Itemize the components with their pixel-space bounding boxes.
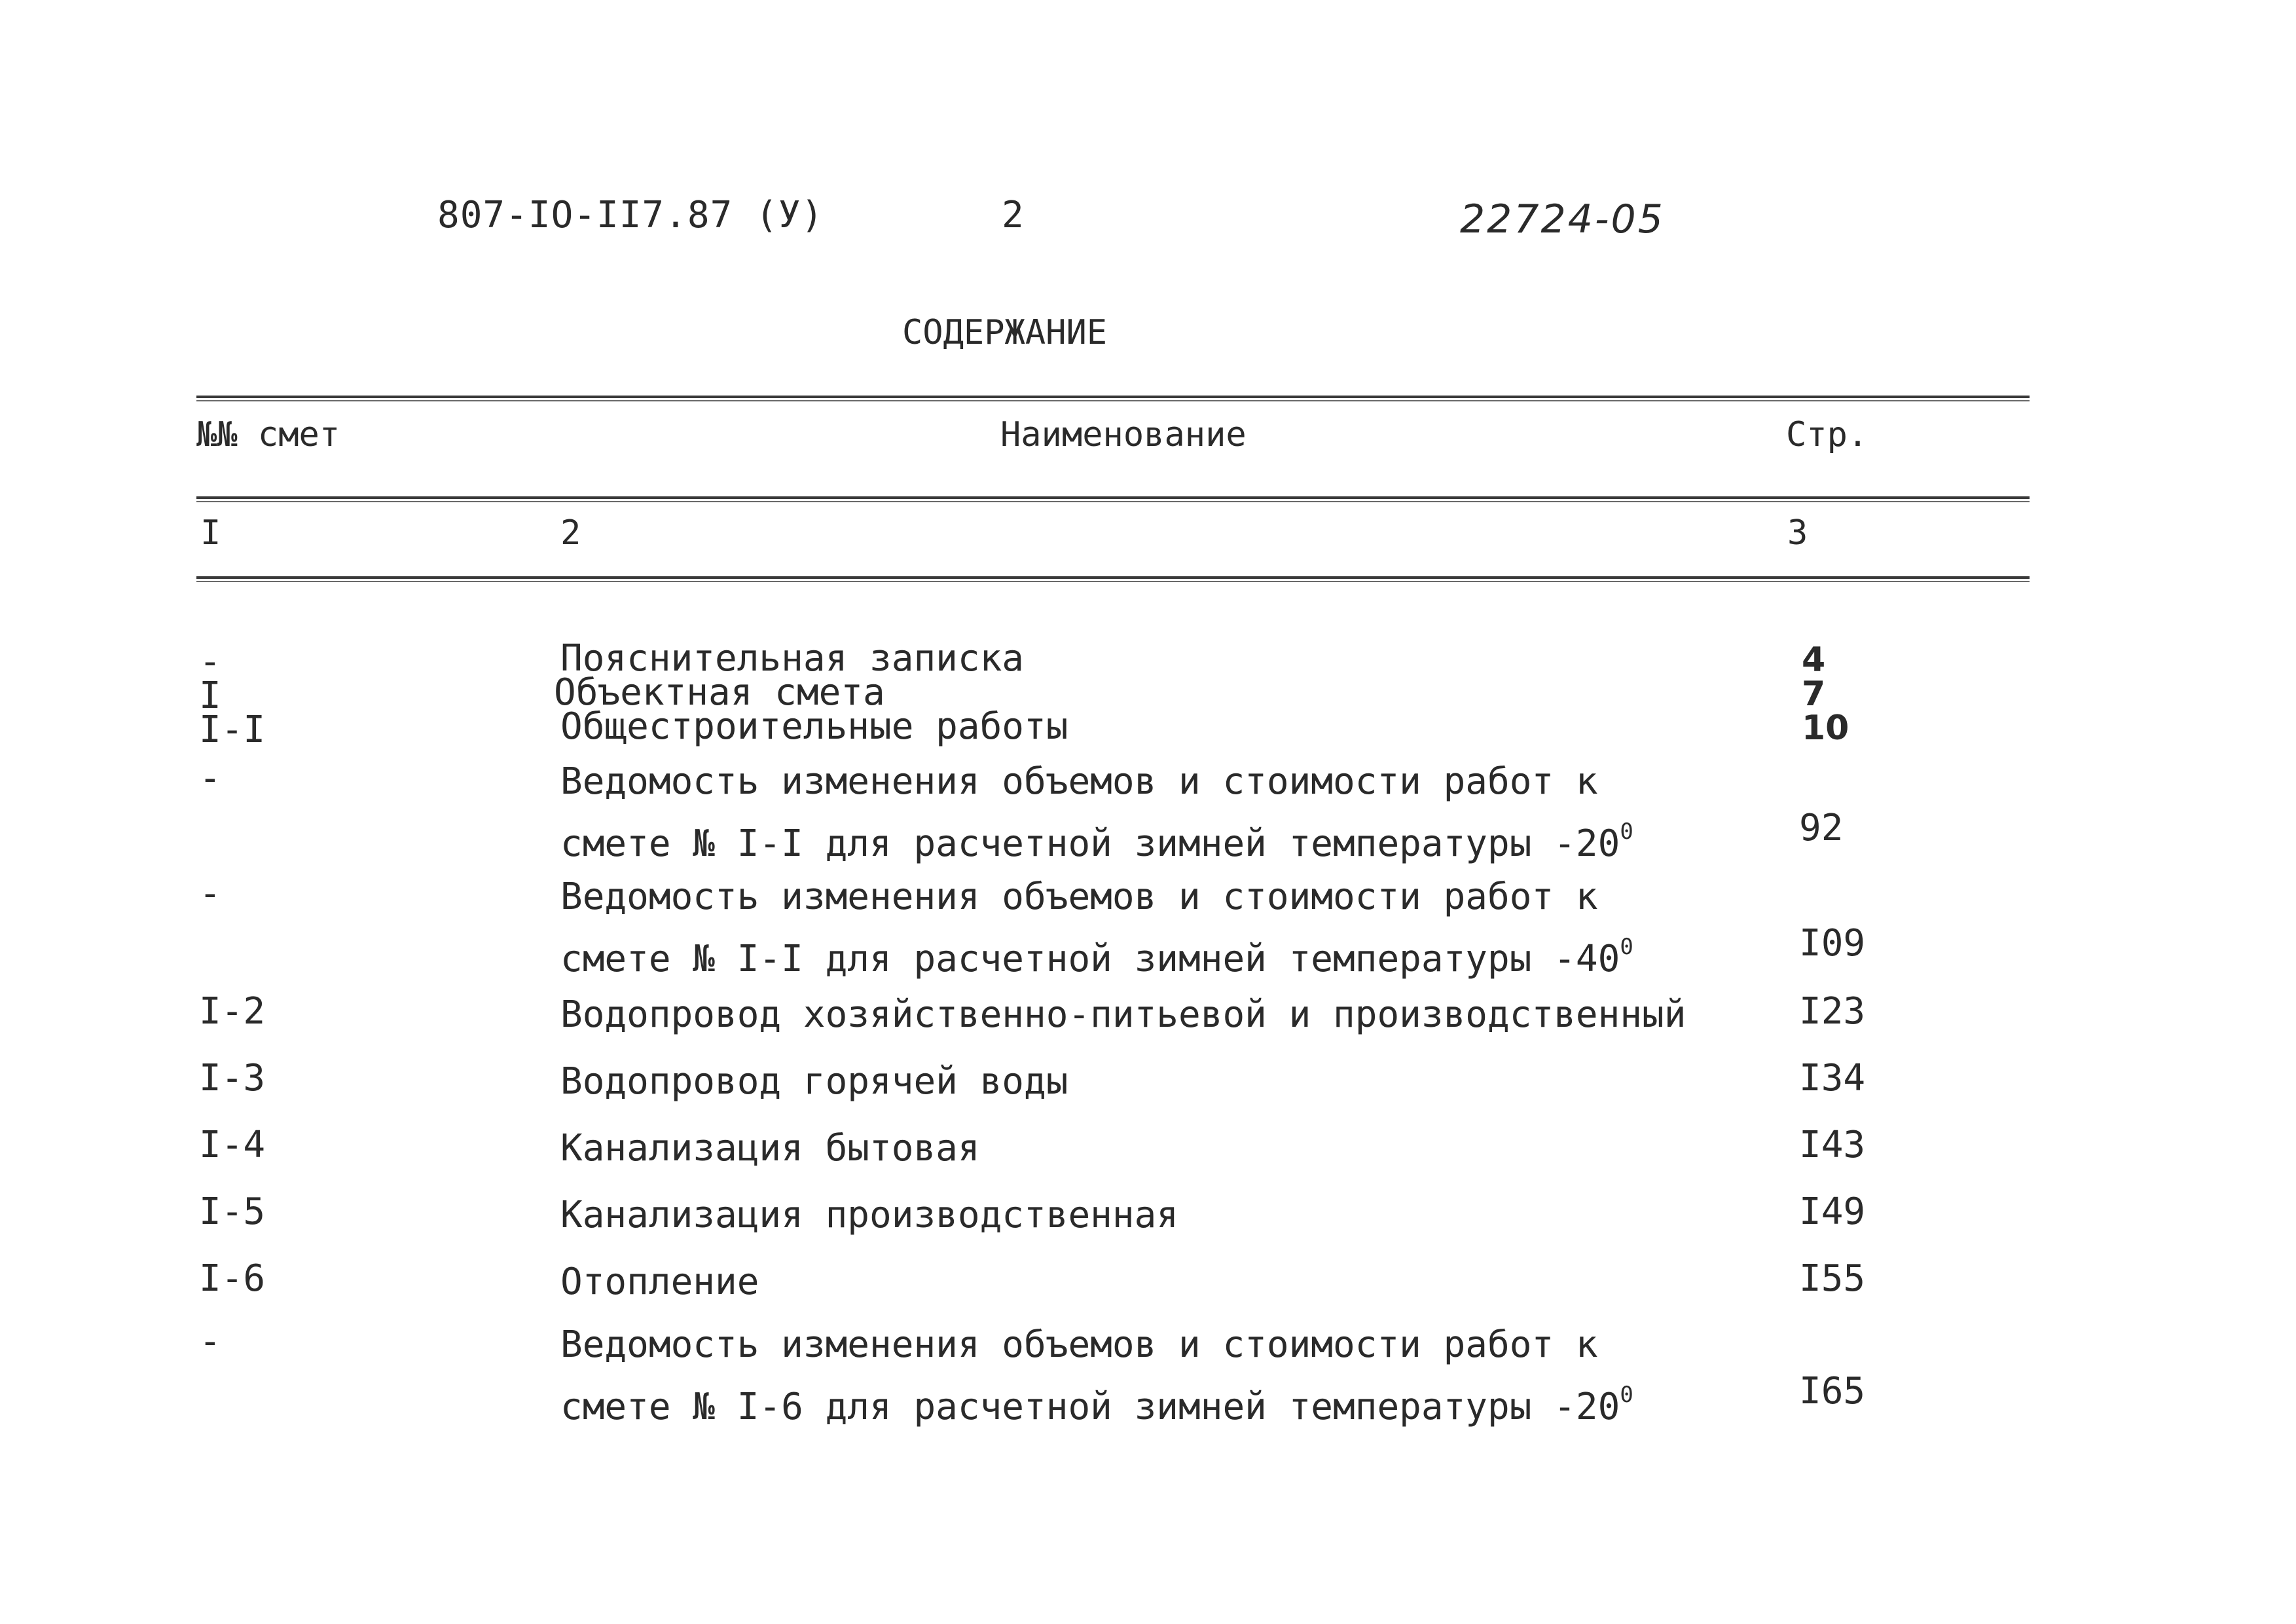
degree-mark: 0: [1620, 819, 1633, 845]
row-estimate-no: -: [199, 872, 221, 915]
row-estimate-no: I-6: [199, 1257, 266, 1300]
row-estimate-no: I-2: [199, 990, 266, 1033]
row-estimate-no: I-I: [199, 709, 266, 751]
row-estimate-no: I-3: [199, 1057, 266, 1099]
row-estimate-no: -: [199, 1320, 221, 1363]
inventory-number: 22724-05: [1460, 196, 1665, 242]
row-page: I49: [1799, 1190, 1866, 1233]
row-name-line: смете № I-I для расчетной зимней температуры $-20^0$: [560, 819, 1633, 865]
row-page: 92: [1799, 807, 1844, 849]
page-number: 2: [1002, 194, 1025, 236]
column-number-3: 3: [1787, 513, 1808, 553]
row-name-line: смете № I-6 для расчетной зимней температуры $-20^0$: [560, 1382, 1633, 1428]
row-page: 4: [1802, 640, 1826, 680]
row-name-line: Водопровод хозяйственно-питьевой и производственный: [560, 993, 1686, 1036]
row-name: [560, 1257, 759, 1307]
row-name-line: Канализация бытовая: [560, 1127, 980, 1170]
row-estimate-no: I-5: [199, 1190, 266, 1233]
row-name: [560, 705, 1068, 748]
column-header-name: Наименование: [1000, 415, 1247, 454]
column-number-2: 2: [560, 513, 581, 553]
row-page: I55: [1799, 1257, 1866, 1300]
column-header-estimate-no: №№ смет: [196, 415, 340, 454]
row-name: [560, 1057, 1068, 1107]
degree-mark: 0: [1620, 1382, 1633, 1408]
row-name: [560, 990, 1686, 1040]
row-estimate-no: I-4: [199, 1124, 266, 1166]
row-name-line: Ведомость изменения объемов и стоимости работ к: [560, 760, 1598, 803]
row-name-line: Общестроительные работы: [560, 705, 1068, 748]
row-estimate-no: -: [199, 757, 221, 800]
row-name-line: Ведомость изменения объемов и стоимости работ к: [560, 1323, 1598, 1366]
table-top-rule: [196, 396, 2030, 401]
row-page: I43: [1799, 1124, 1866, 1166]
row-page: 7: [1802, 674, 1826, 714]
row-name: [560, 872, 1633, 984]
row-name: [560, 1190, 1178, 1240]
row-name-line: Объектная смета: [554, 671, 885, 714]
table-header-rule: [196, 496, 2030, 502]
row-name-line: Канализация производственная: [560, 1194, 1179, 1236]
row-name: [560, 1320, 1633, 1432]
column-header-page: Стр.: [1786, 415, 1868, 454]
row-name-line: смете № I-I для расчетной зимней температуры $-40^0$: [560, 934, 1633, 980]
degree-mark: 0: [1620, 934, 1633, 960]
document-code: 807-IO-II7.87 (У): [437, 194, 824, 236]
row-name-line: Пояснительная записка: [560, 637, 1025, 680]
row-name-line: Водопровод горячей воды: [560, 1060, 1068, 1103]
page-title: СОДЕРЖАНИЕ: [902, 313, 1108, 352]
row-estimate-no: I: [199, 674, 221, 717]
row-name: [560, 1124, 980, 1173]
table-numbers-rule: [196, 576, 2030, 582]
row-name-line: Отопление: [560, 1261, 759, 1303]
column-number-1: I: [200, 513, 221, 553]
row-name-line: Ведомость изменения объемов и стоимости работ к: [560, 876, 1598, 918]
row-name: [560, 757, 1633, 869]
row-page: I23: [1799, 990, 1866, 1033]
row-page: 10: [1802, 709, 1850, 748]
row-estimate-no: -: [199, 640, 221, 683]
row-page: I65: [1799, 1370, 1866, 1412]
row-page: I34: [1799, 1057, 1866, 1099]
row-page: I09: [1799, 922, 1866, 965]
